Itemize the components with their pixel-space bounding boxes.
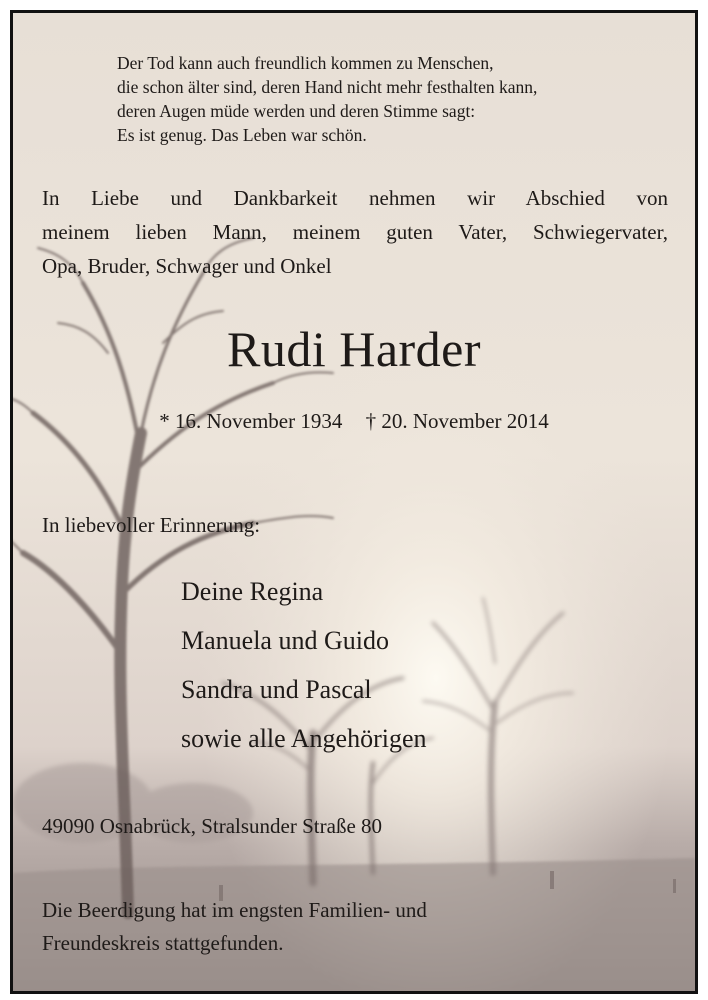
- deceased-name: Rudi Harder: [226, 321, 482, 377]
- poem-line: die schon älter sind, deren Hand nicht mehr festhalten kann,: [117, 77, 538, 97]
- intro-line: Opa, Bruder, Schwager und Onkel: [42, 254, 332, 278]
- poem-line: Der Tod kann auch freundlich kommen zu Menschen,: [117, 53, 494, 73]
- family-member: Deine Regina: [181, 577, 324, 606]
- obituary-notice: [10, 10, 698, 994]
- intro-line: meinem lieben Mann, meinem guten Vater, Schwiegervater,: [42, 220, 668, 244]
- misty-trees-background: [13, 13, 695, 991]
- address: 49090 Osnabrück, Stralsunder Straße 80: [42, 814, 383, 838]
- funeral-line: Die Beerdigung hat im engsten Familien- und: [42, 898, 427, 922]
- remembrance-label: In liebevoller Erinnerung:: [42, 513, 261, 537]
- farewell-intro: [42, 181, 668, 283]
- poem-line: deren Augen müde werden und deren Stimme sagt:: [117, 101, 476, 121]
- poem: [117, 51, 677, 147]
- life-dates: [13, 406, 695, 436]
- family-member: sowie alle Angehörigen: [181, 724, 427, 753]
- poem-line: Es ist genug. Das Leben war schön.: [117, 125, 367, 145]
- funeral-line: Freundeskreis stattgefunden.: [42, 931, 284, 955]
- birth-date: * 16. November 1934: [159, 409, 343, 433]
- family-list: [181, 567, 427, 763]
- family-member: Sandra und Pascal: [181, 675, 372, 704]
- death-date: † 20. November 2014: [365, 409, 549, 433]
- funeral-note: [42, 894, 602, 960]
- intro-line: In Liebe und Dankbarkeit nehmen wir Abschied von: [42, 186, 668, 210]
- family-member: Manuela und Guido: [181, 626, 389, 655]
